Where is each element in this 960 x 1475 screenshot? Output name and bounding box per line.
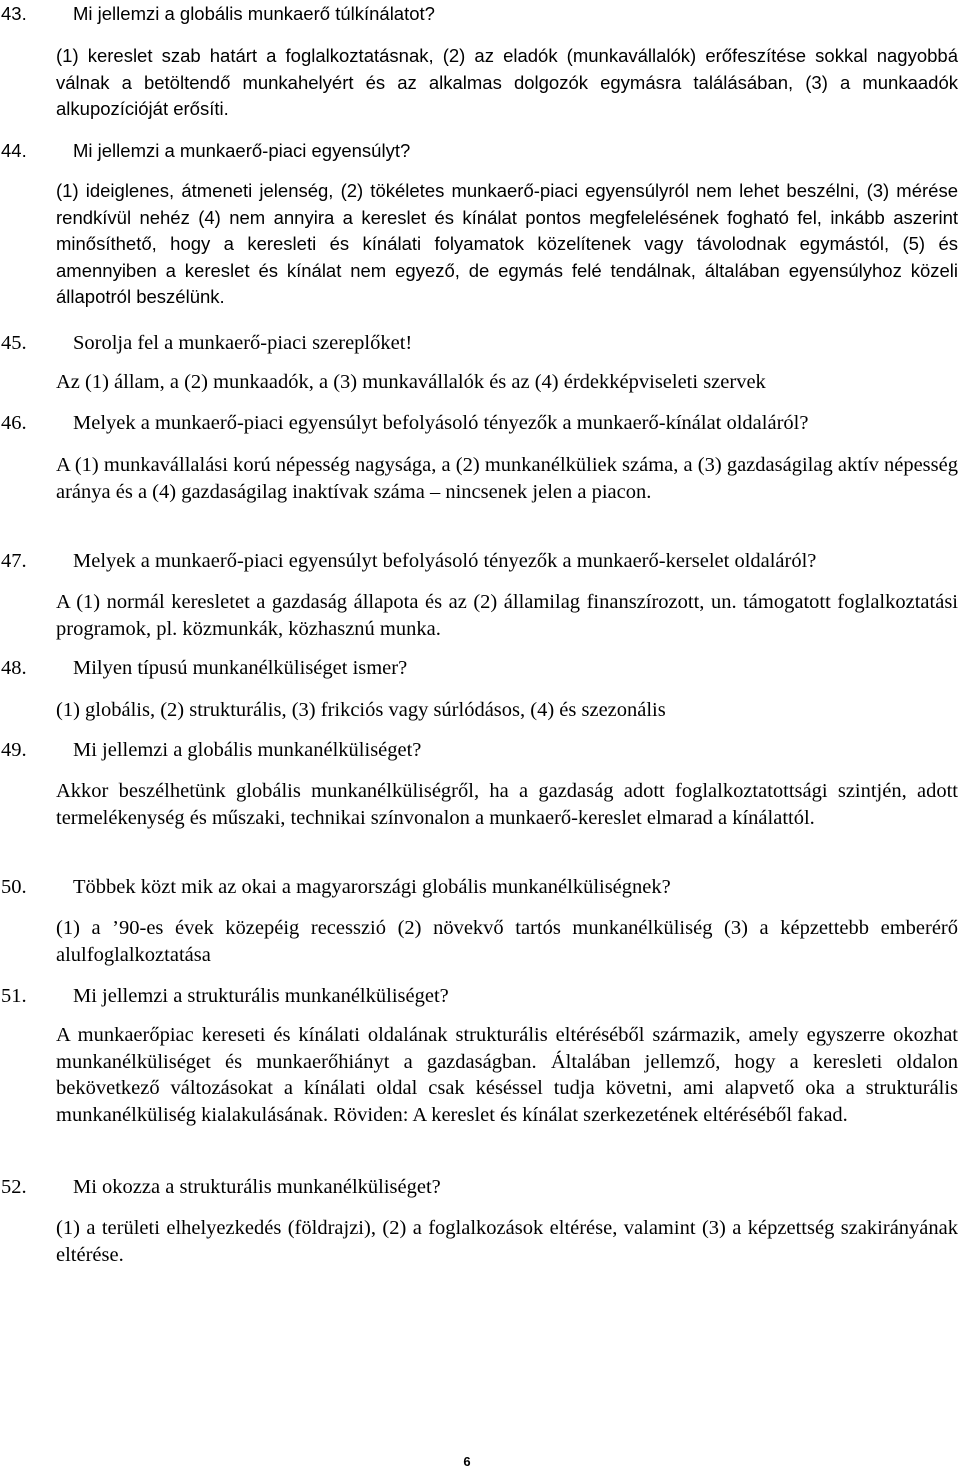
question-number: 50. [1,876,27,898]
answer-50: (1) a ’90-es évek közepéig recesszió (2) növekvő tartós munkanélküliség (3) a képzettebb emberérő alulfoglalkoztatása [56,917,958,966]
answer-44: (1) ideiglenes, átmeneti jelenség, (2) tökéletes munkaerő-piaci egyensúlyról nem lehet beszélni, (3) mérése rendkívül nehéz (4) nem annyira a kereslet és kínálat pontos megfelelésének fogható fel, inkább aszerint minősíthető, hogy a keresleti és kínálati folyamatok közelítenek vagy távolodnak egymástól, (5) és amennyiben a kereslet és kínálat nem egyező, de egymás felé tendálnak, általában egyensúlyhoz közeli állapotról beszélünk. [56,180,958,307]
question-text: Mi jellemzi a globális munkaerő túlkínálatot? [73,3,435,24]
question-number: 45. [1,332,27,354]
question-text: Többek közt mik az okai a magyarországi globális munkanélküliségnek? [73,876,671,898]
question-text: Mi jellemzi a munkaerő-piaci egyensúlyt? [73,140,411,161]
answer-48: (1) globális, (2) strukturális, (3) frikciós vagy súrlódásos, (4) és szezonális [56,699,666,721]
question-number: 46. [1,412,27,434]
question-text: Mi jellemzi a strukturális munkanélküliséget? [73,985,449,1007]
question-number: 48. [1,657,27,679]
question-number: 47. [1,550,27,572]
answer-45: Az (1) állam, a (2) munkaadók, a (3) munkavállalók és az (4) érdekképviseleti szervek [56,371,766,393]
answer-43: (1) kereslet szab határt a foglalkoztatásnak, (2) az eladók (munkavállalók) erőfeszítése sokkal nagyobbá válnak a betöltendő munkahelyért és az alkalmas dolgozók egymásra találásában, (3) a munkaadók alkupozícióját erősíti. [56,45,958,119]
question-text: Milyen típusú munkanélküliséget ismer? [73,657,408,679]
question-text: Melyek a munkaerő-piaci egyensúlyt befolyásoló tényezők a munkaerő-kínálat oldaláról? [73,412,809,434]
question-number: 44. [1,140,27,161]
question-text: Melyek a munkaerő-piaci egyensúlyt befolyásoló tényezők a munkaerő-kerselet oldaláról? [73,550,817,572]
answer-47: A (1) normál keresletet a gazdaság állapota és az (2) államilag finanszírozott, un. támogatott foglalkoztatási programok, pl. közmunkák, közhasznú munka. [56,591,958,640]
page-number: 6 [463,1454,471,1469]
question-number: 52. [1,1176,27,1198]
question-text: Mi jellemzi a globális munkanélküliséget? [73,739,422,761]
question-number: 51. [1,985,27,1007]
question-text: Mi okozza a strukturális munkanélküliséget? [73,1176,441,1198]
answer-46: A (1) munkavállalási korú népesség nagysága, a (2) munkanélküliek száma, a (3) gazdaságilag aktív népesség aránya és a (4) gazdaságilag inaktívak száma – nincsenek jelen a piacon. [56,454,958,503]
question-number: 49. [1,739,27,761]
answer-52: (1) a területi elhelyezkedés (földrajzi), (2) a foglalkozások eltérése, valamint (3) a képzettség szakirányának eltérése. [56,1217,958,1266]
question-number: 43. [1,3,27,24]
answer-49: Akkor beszélhetünk globális munkanélküliségről, ha a gazdaság adott foglalkoztatottsági szintjén, adott termelékenység és műszaki, technikai színvonalon a munkaerő-kereslet elmarad a kínálattól. [56,780,958,829]
question-text: Sorolja fel a munkaerő-piaci szereplőket! [73,332,413,354]
answer-51: A munkaerőpiac kereseti és kínálati oldalának strukturális eltéréséből származik, amely egyszerre okozhat munkanélküliséget és munkaerőhiányt a gazdaságban. Általában jellemző, hogy a keresleti oldalon bekövetkező változásokat a kínálati oldal csak késéssel tudja követni, ami alapvető oka a strukturális munkanélküliség kialakulásának. Röviden: A kereslet és kínálat szerkezetének eltéréséből fakad. [56,1024,958,1126]
